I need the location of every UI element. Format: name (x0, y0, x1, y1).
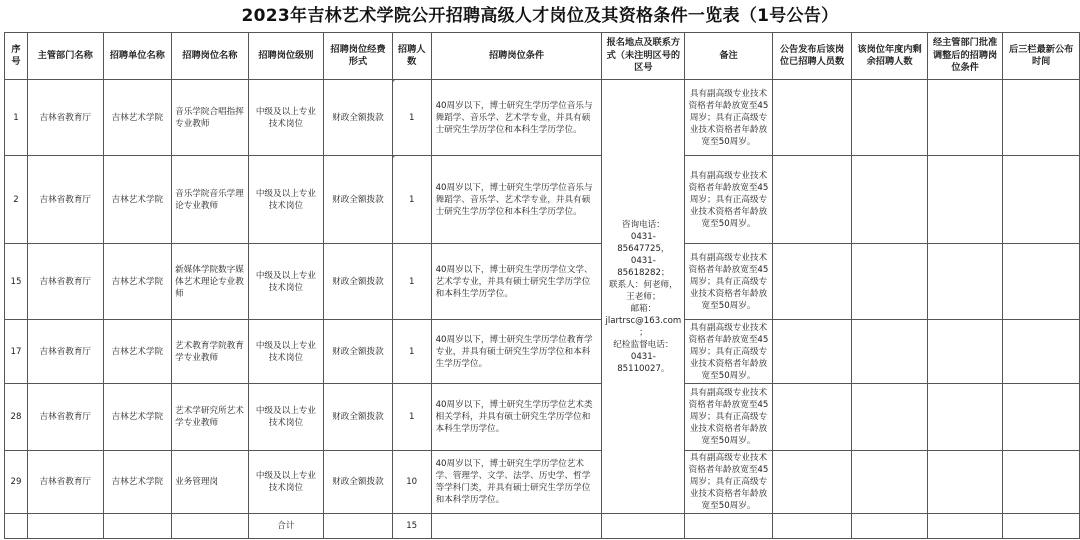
cell-no: 29 (5, 451, 28, 514)
total-cell-empty (324, 514, 393, 539)
total-cell-empty (772, 514, 852, 539)
cell-funding: 财政全额拨款 (324, 320, 393, 384)
cell-level: 中级及以上专业技术岗位 (248, 244, 324, 320)
cell-adjusted (927, 156, 1003, 244)
header-no: 序号 (5, 33, 28, 80)
cell-unit: 吉林艺术学院 (103, 244, 172, 320)
cell-no: 1 (5, 80, 28, 156)
cell-updated (1003, 80, 1080, 156)
cell-remark: 具有副高级专业技术资格者年龄放宽至45周岁；具有正高级专业技术资格者年龄放宽至50周岁。 (685, 451, 773, 514)
contact-email-end: ； (639, 327, 648, 338)
cell-dept: 吉林省教育厅 (27, 320, 103, 384)
header-funding: 招聘岗位经费形式 (324, 33, 393, 80)
header-count: 招聘人数 (392, 33, 431, 80)
cell-count: 1 (392, 320, 431, 384)
cell-conditions: 40周岁以下，博士研究生学历学位音乐与舞蹈学、音乐学、艺术学专业，并具有硕士研究生学历学位和本科生学历学位。 (431, 156, 602, 244)
cell-position: 音乐学院音乐学理论专业教师 (172, 156, 249, 244)
cell-count (392, 80, 431, 156)
count-value: 1 (408, 112, 415, 123)
contact-email-label: 邮箱： (630, 303, 657, 314)
cell-funding: 财政全额拨款 (324, 80, 393, 156)
header-updated: 后三栏最新公布时间 (1003, 33, 1080, 80)
cell-remark: 具有副高级专业技术资格者年龄放宽至45周岁；具有正高级专业技术资格者年龄放宽至50周岁。 (685, 320, 773, 384)
cell-conditions: 40周岁以下，博士研究生学历学位艺术类相关学科，并具有硕士研究生学历学位和本科生学历学位。 (431, 384, 602, 451)
header-contact: 报名地点及联系方式（未注明区号的区号 (602, 33, 685, 80)
cell-position: 艺术教育学院教育学专业教师 (172, 320, 249, 384)
total-cell-empty (172, 514, 249, 539)
total-cell-empty (103, 514, 172, 539)
cell-remark: 具有副高级专业技术资格者年龄放宽至45周岁；具有正高级专业技术资格者年龄放宽至50周岁。 (685, 156, 773, 244)
cell-conditions: 40周岁以下，博士研究生学历学位文学、艺术学专业，并具有硕士研究生学历学位和本科生学历学位。 (431, 244, 602, 320)
cell-level: 中级及以上专业技术岗位 (248, 451, 324, 514)
total-cell-empty (852, 514, 928, 539)
table-row (5, 80, 1080, 156)
cell-no: 15 (5, 244, 28, 320)
cell-hired (772, 451, 852, 514)
header-adjusted: 经主管部门批准调整后的招聘岗位条件 (927, 33, 1003, 80)
count-value: 1 (408, 194, 415, 205)
cell-conditions: 40周岁以下，博士研究生学历学位音乐与舞蹈学、音乐学、艺术学专业，并具有硕士研究生学历学位和本科生学历学位。 (431, 80, 602, 156)
header-position: 招聘岗位名称 (172, 33, 249, 80)
table-row (5, 244, 1080, 320)
table-row (5, 451, 1080, 514)
contact-phone-2: 0431-85618282； (617, 255, 670, 278)
cell-remaining (852, 244, 928, 320)
cell-dept: 吉林省教育厅 (27, 384, 103, 451)
header-hired: 公告发布后该岗位已招聘人员数 (772, 33, 852, 80)
cell-unit: 吉林艺术学院 (103, 320, 172, 384)
cell-adjusted (927, 320, 1003, 384)
cell-funding: 财政全额拨款 (324, 451, 393, 514)
cell-funding: 财政全额拨款 (324, 156, 393, 244)
contact-person-2: 王老师； (626, 291, 661, 302)
cell-updated (1003, 384, 1080, 451)
cell-count: 1 (392, 384, 431, 451)
cell-remark: 具有副高级专业技术资格者年龄放宽至45周岁；具有正高级专业技术资格者年龄放宽至50周岁。 (685, 244, 773, 320)
table-row (5, 320, 1080, 384)
positions-table (4, 32, 1080, 539)
cell-unit: 吉林艺术学院 (103, 384, 172, 451)
contact-phone-label: 咨询电话： (621, 219, 665, 230)
header-remaining: 该岗位年度内剩余招聘人数 (852, 33, 928, 80)
total-label: 合计 (248, 514, 324, 539)
total-cell-empty (602, 514, 685, 539)
cell-hired (772, 244, 852, 320)
cell-remark: 具有副高级专业技术资格者年龄放宽至45周岁；具有正高级专业技术资格者年龄放宽至50周岁。 (685, 80, 773, 156)
supervision-label: 纪检监督电话： (613, 339, 674, 350)
total-row (5, 514, 1080, 539)
cell-conditions: 40周岁以下，博士研究生学历学位艺术学、管理学、文学、法学、历史学、哲学等学科门类，并具有硕士研究生学历学位和本科学历学位。 (431, 451, 602, 514)
cell-dept: 吉林省教育厅 (27, 244, 103, 320)
document-title: 2023年吉林艺术学院公开招聘高级人才岗位及其资格条件一览表（1号公告） (241, 6, 839, 26)
cell-position: 艺术学研究所艺术学专业教师 (172, 384, 249, 451)
cell-adjusted (927, 451, 1003, 514)
table-row (5, 156, 1080, 244)
cell-count: 1 (392, 244, 431, 320)
cell-funding: 财政全额拨款 (324, 244, 393, 320)
header-dept: 主管部门名称 (27, 33, 103, 80)
header-remark: 备注 (685, 33, 773, 80)
cell-hired (772, 156, 852, 244)
cell-adjusted (927, 244, 1003, 320)
cell-hired (772, 384, 852, 451)
cell-remaining (852, 451, 928, 514)
cell-updated (1003, 156, 1080, 244)
cell-updated (1003, 244, 1080, 320)
cell-position: 新媒体学院数字媒体艺术理论专业教师 (172, 244, 249, 320)
cell-level: 中级及以上专业技术岗位 (248, 80, 324, 156)
cell-remaining (852, 384, 928, 451)
total-cell-empty (27, 514, 103, 539)
cell-remaining (852, 320, 928, 384)
cell-position: 业务管理岗 (172, 451, 249, 514)
cell-position: 音乐学院合唱指挥专业教师 (172, 80, 249, 156)
cell-adjusted (927, 384, 1003, 451)
total-cell-empty (927, 514, 1003, 539)
header-level: 招聘岗位级别 (248, 33, 324, 80)
total-cell-empty (1003, 514, 1080, 539)
cell-unit: 吉林艺术学院 (103, 451, 172, 514)
cell-no: 17 (5, 320, 28, 384)
cell-level: 中级及以上专业技术岗位 (248, 320, 324, 384)
header-row (5, 33, 1080, 80)
cell-level: 中级及以上专业技术岗位 (248, 384, 324, 451)
cell-updated (1003, 451, 1080, 514)
cell-count (392, 156, 431, 244)
header-unit: 招聘单位名称 (103, 33, 172, 80)
total-count: 15 (392, 514, 431, 539)
cell-hired (772, 320, 852, 384)
cell-funding: 财政全额拨款 (324, 384, 393, 451)
cell-no: 28 (5, 384, 28, 451)
contact-person: 联系人：何老师， (608, 279, 678, 290)
cell-remark: 具有副高级专业技术资格者年龄放宽至45周岁；具有正高级专业技术资格者年龄放宽至50周岁。 (685, 384, 773, 451)
cell-adjusted (927, 80, 1003, 156)
cell-no: 2 (5, 156, 28, 244)
header-conditions: 招聘岗位条件 (431, 33, 602, 80)
contact-email[interactable]: jlartrsc@163.com (605, 315, 682, 326)
cell-dept: 吉林省教育厅 (27, 156, 103, 244)
total-cell-empty (685, 514, 773, 539)
total-cell-empty (431, 514, 602, 539)
cell-unit: 吉林艺术学院 (103, 156, 172, 244)
cell-dept: 吉林省教育厅 (27, 80, 103, 156)
total-cell-empty (5, 514, 28, 539)
cell-remaining (852, 80, 928, 156)
contact-phone-1: 0431-85647725， (617, 231, 670, 254)
table-row (5, 384, 1080, 451)
cell-hired (772, 80, 852, 156)
cell-dept: 吉林省教育厅 (27, 451, 103, 514)
cell-count: 10 (392, 451, 431, 514)
cell-remaining (852, 156, 928, 244)
cell-updated (1003, 320, 1080, 384)
cell-unit: 吉林艺术学院 (103, 80, 172, 156)
cell-conditions: 40周岁以下，博士研究生学历学位教育学专业，并具有硕士研究生学历学位和本科生学历学位。 (431, 320, 602, 384)
cell-level: 中级及以上专业技术岗位 (248, 156, 324, 244)
supervision-phone: 0431-85110027。 (617, 351, 670, 374)
cell-contact (602, 80, 685, 514)
